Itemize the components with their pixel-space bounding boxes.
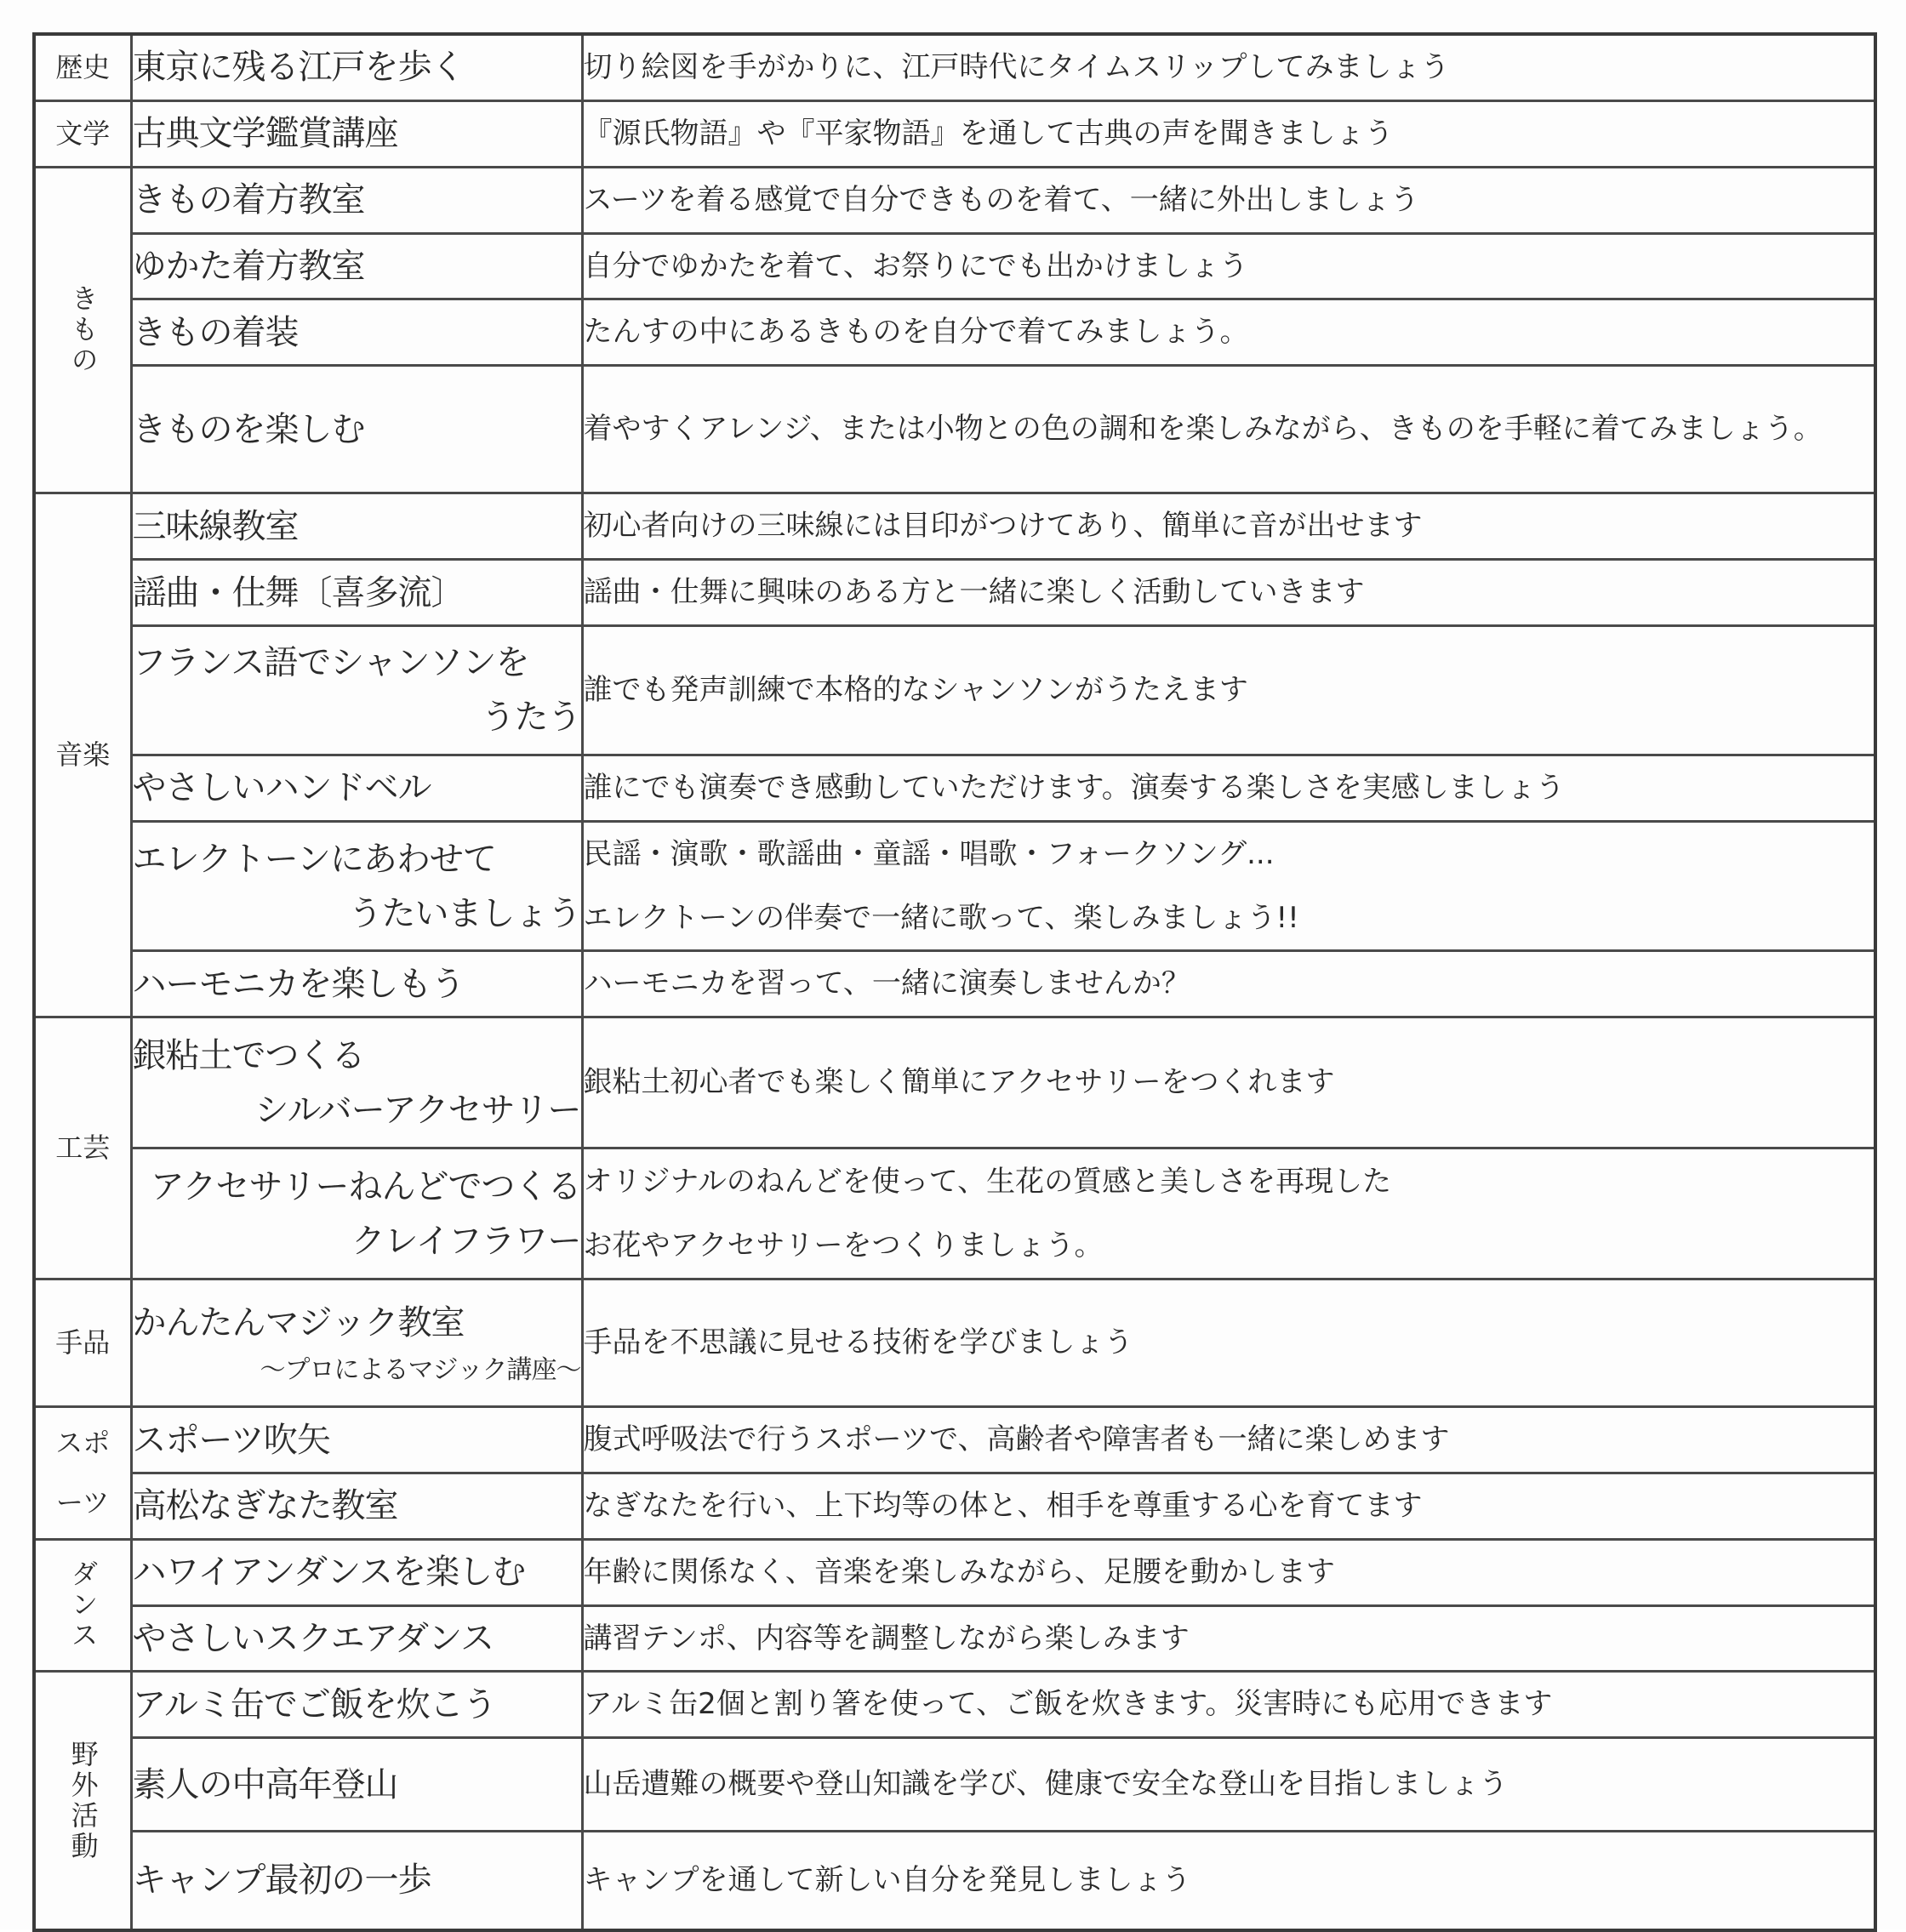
course-name: やさしいスクエアダンス [131, 1605, 582, 1672]
table-row [34, 1832, 1875, 1930]
course-description: 『源氏物語』や『平家物語』を通して古典の声を聞きましょう [582, 100, 1875, 167]
course-name: キャンプ最初の一歩 [131, 1832, 582, 1930]
course-description: 年齢に関係なく、音楽を楽しみながら、足腰を動かします [582, 1539, 1875, 1605]
course-description: 山岳遭難の概要や登山知識を学び、健康で安全な登山を目指しましょう [582, 1738, 1875, 1832]
course-description: 謡曲・仕舞に興味のある方と一緒に楽しく活動していきます [582, 560, 1875, 626]
course-name: スポーツ吹矢 [131, 1407, 582, 1473]
course-description: 自分でゆかたを着て、お祭りにでも出かけましょう [582, 233, 1875, 299]
category-cell: 手品 [34, 1279, 131, 1407]
category-cell: 文学 [34, 100, 131, 167]
course-description: 誰でも発声訓練で本格的なシャンソンがうたえます [582, 625, 1875, 755]
table-row [34, 167, 1875, 233]
course-name: 古典文学鑑賞講座 [131, 100, 582, 167]
table-row [34, 100, 1875, 167]
table-row [34, 560, 1875, 626]
table-row [34, 493, 1875, 560]
table-row [34, 1407, 1875, 1473]
course-name: エレクトーンにあわせて うたいましょう [131, 821, 582, 951]
category-cell [34, 1407, 131, 1540]
course-description: 誰にでも演奏でき感動していただけます。演奏する楽しさを実感しましょう [582, 755, 1875, 821]
course-name: 銀粘土でつくる シルバーアクセサリー [131, 1017, 582, 1148]
course-description: 民謡・演歌・歌謡曲・童謡・唱歌・フォークソング... エレクトーンの伴奏で一緒に歌って、楽しみましょう!! [582, 821, 1875, 951]
course-name: きもの着装 [131, 299, 582, 366]
category-cell: きもの [34, 167, 131, 493]
course-name: 三味線教室 [131, 493, 582, 560]
table-row [34, 366, 1875, 493]
course-name: きものを楽しむ [131, 366, 582, 493]
table-row [34, 1672, 1875, 1738]
course-description: オリジナルのねんどを使って、生花の質感と美しさを再現した お花やアクセサリーをつくりましょう。 [582, 1148, 1875, 1279]
table-row [34, 821, 1875, 951]
course-description: アルミ缶2個と割り箸を使って、ご飯を炊きます。災害時にも応用できます [582, 1672, 1875, 1738]
table-row [34, 34, 1875, 100]
course-description: 講習テンポ、内容等を調整しながら楽しみます [582, 1605, 1875, 1672]
course-table [32, 32, 1877, 1932]
table-row [34, 1148, 1875, 1279]
table-row [34, 1605, 1875, 1672]
course-description: スーツを着る感覚で自分できものを着て、一緒に外出しましょう [582, 167, 1875, 233]
category-cell: 野外活動 [34, 1672, 131, 1930]
table-row [34, 625, 1875, 755]
table-row [34, 951, 1875, 1017]
course-name: ハーモニカを楽しもう [131, 951, 582, 1017]
course-description: 着やすくアレンジ、または小物との色の調和を楽しみながら、きものを手軽に着てみましょう。 [582, 366, 1875, 493]
course-name: 高松なぎなた教室 [131, 1473, 582, 1539]
course-description: 切り絵図を手がかりに、江戸時代にタイムスリップしてみましょう [582, 34, 1875, 100]
course-description: なぎなたを行い、上下均等の体と、相手を尊重する心を育てます [582, 1473, 1875, 1539]
table-row [34, 1738, 1875, 1832]
course-description: 初心者向けの三味線には目印がつけてあり、簡単に音が出せます [582, 493, 1875, 560]
table-row [34, 1473, 1875, 1539]
course-description: ハーモニカを習って、一緒に演奏しませんか？ [582, 951, 1875, 1017]
table-row [34, 755, 1875, 821]
category-cell: ダンス [34, 1539, 131, 1672]
course-name: きもの着方教室 [131, 167, 582, 233]
course-description: 銀粘土初心者でも楽しく簡単にアクセサリーをつくれます [582, 1017, 1875, 1148]
category-cell: 歴史 [34, 34, 131, 100]
course-name: ゆかた着方教室 [131, 233, 582, 299]
course-name: 素人の中高年登山 [131, 1738, 582, 1832]
course-name: アクセサリーねんどでつくる クレイフラワー [131, 1148, 582, 1279]
category-label-line: ーツ [55, 1486, 110, 1519]
table-row [34, 299, 1875, 366]
category-label-line: スポ [55, 1427, 111, 1460]
course-name: 東京に残る江戸を歩く [131, 34, 582, 100]
course-name: アルミ缶でご飯を炊こう [131, 1672, 582, 1738]
category-cell: 工芸 [34, 1017, 131, 1279]
table-row [34, 1017, 1875, 1148]
course-name: ハワイアンダンスを楽しむ [131, 1539, 582, 1605]
table-row [34, 1279, 1875, 1407]
course-description: 手品を不思議に見せる技術を学びましょう [582, 1279, 1875, 1407]
course-name: かんたんマジック教室 ～プロによるマジック講座～ [131, 1279, 582, 1407]
course-name: フランス語でシャンソンを うたう [131, 625, 582, 755]
course-description: 腹式呼吸法で行うスポーツで、高齢者や障害者も一緒に楽しめます [582, 1407, 1875, 1473]
course-description: キャンプを通して新しい自分を発見しましょう [582, 1832, 1875, 1930]
course-name: 謡曲・仕舞〔喜多流〕 [131, 560, 582, 626]
course-description: たんすの中にあるきものを自分で着てみましょう。 [582, 299, 1875, 366]
table-row [34, 233, 1875, 299]
category-cell: 音楽 [34, 493, 131, 1017]
table-row [34, 1539, 1875, 1605]
course-name: やさしいハンドベル [131, 755, 582, 821]
